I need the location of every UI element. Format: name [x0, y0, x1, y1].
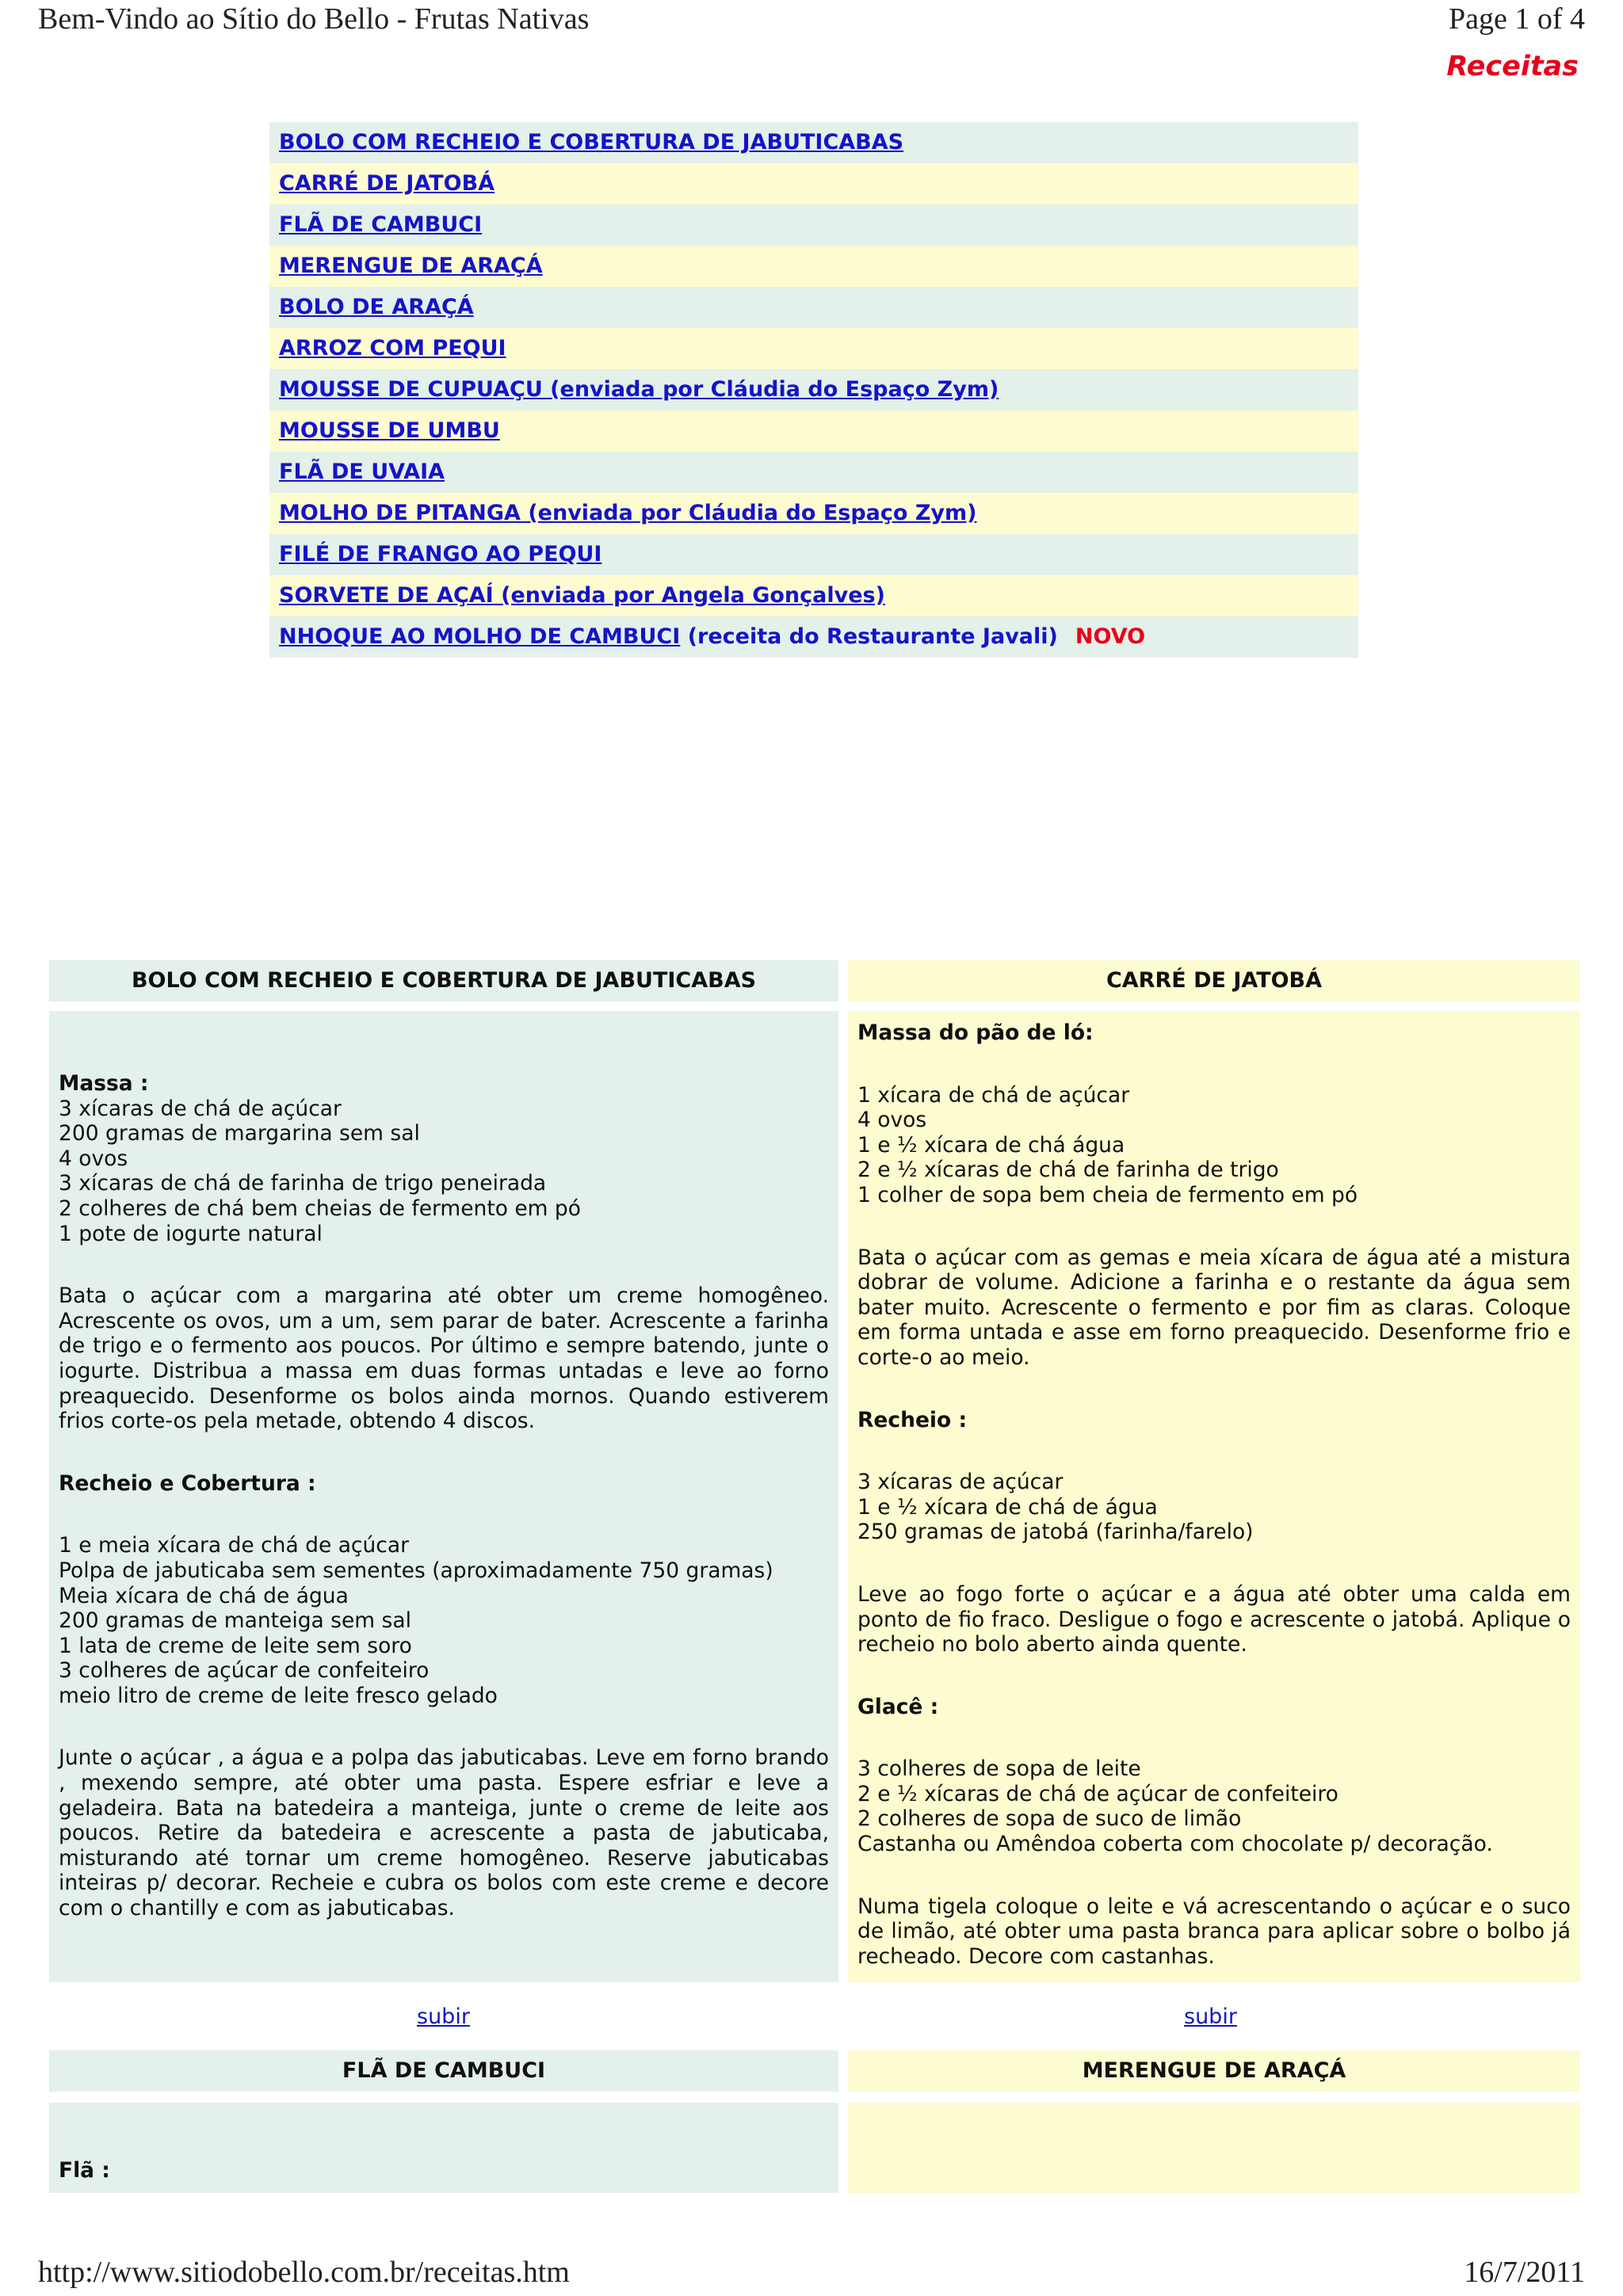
ingredient: 1 e ½ xícara de chá água	[857, 1132, 1125, 1158]
index-link[interactable]: NHOQUE AO MOLHO DE CAMBUCI	[279, 624, 681, 649]
recipe-title-cambuci: FLÃ DE CAMBUCI	[49, 2050, 838, 2092]
massa-heading: Massa do pão de ló:	[857, 1020, 1094, 1045]
recipe-title-jabuticaba: BOLO COM RECHEIO E COBERTURA DE JABUTICABAS	[49, 960, 838, 1001]
index-row	[269, 287, 1358, 328]
ingredient: 250 gramas de jatobá (farinha/farelo)	[857, 1520, 1254, 1545]
method-paragraph: Numa tigela coloque o leite e vá acrescentando o açúcar e o suco de limão, até obter uma pasta branca para aplicar sobre o bolbo já recheado. Decore com castanhas.	[857, 1894, 1571, 1969]
index-link[interactable]: MOUSSE DE CUPUAÇU (enviada por Cláudia do Espaço Zym)	[279, 377, 999, 402]
recipe-title-jatoba: CARRÉ DE JATOBÁ	[848, 960, 1580, 1001]
back-to-top-link[interactable]: subir	[417, 2004, 470, 2029]
ingredient: 1 xícara de chá de açúcar	[857, 1082, 1130, 1108]
index-row	[269, 246, 1358, 287]
index-link[interactable]: FLÃ DE CAMBUCI	[279, 212, 483, 237]
index-row	[269, 616, 1358, 658]
index-row	[269, 328, 1358, 369]
recipe-body-cambuci	[49, 2103, 838, 2193]
recipe-index	[269, 122, 1358, 658]
print-header-title: Bem-Vindo ao Sítio do Bello - Frutas Nativas	[38, 2, 590, 36]
ingredient: 3 colheres de sopa de leite	[857, 1756, 1141, 1782]
index-row	[269, 493, 1358, 534]
section-title: Receitas	[1446, 51, 1579, 82]
index-row	[269, 204, 1358, 246]
new-badge: NOVO	[1075, 624, 1146, 649]
glace-heading: Glacê :	[857, 1694, 939, 1719]
recipe-body-araca	[848, 2103, 1580, 2193]
ingredient: 2 colheres de sopa de suco de limão	[857, 1806, 1242, 1832]
ingredient: 200 gramas de margarina sem sal	[59, 1121, 420, 1146]
ingredient: 1 lata de creme de leite sem soro	[59, 1633, 412, 1658]
ingredient: 1 e ½ xícara de chá de água	[857, 1494, 1158, 1520]
index-row	[269, 410, 1358, 452]
ingredient: 4 ovos	[59, 1146, 128, 1171]
ingredient: 4 ovos	[857, 1108, 927, 1133]
fla-heading: Flã :	[59, 2158, 110, 2183]
index-link[interactable]: SORVETE DE AÇAÍ (enviada por Angela Gonçalves)	[279, 583, 885, 608]
ingredient: 3 xícaras de chá de farinha de trigo peneirada	[59, 1171, 547, 1196]
index-link[interactable]: MOUSSE DE UMBU	[279, 418, 500, 443]
ingredient: 200 gramas de manteiga sem sal	[59, 1608, 411, 1634]
ingredient: 1 e meia xícara de chá de açúcar	[59, 1533, 409, 1558]
ingredient: 2 e ½ xícaras de chá de farinha de trigo	[857, 1158, 1279, 1183]
index-row	[269, 575, 1358, 616]
index-link[interactable]: BOLO COM RECHEIO E COBERTURA DE JABUTICABAS	[279, 130, 904, 154]
recipe-body-jabuticaba	[49, 1011, 838, 1982]
method-paragraph: Bata o açúcar com as gemas e meia xícara de água até a mistura dobrar de volume. Adicione a farinha e o restante da água sem bater muito. Acrescente o fermento e por fim as claras. Coloque em forma untada e asse em forno preaquecido. Desenforme frio e corte-o ao meio.	[857, 1245, 1571, 1370]
recheio-heading: Recheio e Cobertura :	[59, 1470, 316, 1496]
ingredient: 3 xícaras de chá de açúcar	[59, 1096, 342, 1121]
ingredient: 1 colher de sopa bem cheia de fermento em pó	[857, 1182, 1358, 1207]
ingredient: meio litro de creme de leite fresco gelado	[59, 1683, 498, 1708]
index-row	[269, 369, 1358, 410]
ingredient: 1 pote de iogurte natural	[59, 1221, 323, 1246]
index-row	[269, 122, 1358, 163]
print-footer-url: http://www.sitiodobello.com.br/receitas.htm	[38, 2256, 570, 2289]
recipe-body-jatoba	[848, 1011, 1580, 1982]
index-row	[269, 163, 1358, 204]
index-link[interactable]: FLÃ DE UVAIA	[279, 460, 445, 484]
index-link[interactable]: MOLHO DE PITANGA (enviada por Cláudia do Espaço Zym)	[279, 501, 977, 525]
ingredient: Polpa de jabuticaba sem sementes (aproximadamente 750 gramas)	[59, 1558, 773, 1583]
index-row	[269, 452, 1358, 493]
index-row	[269, 534, 1358, 575]
ingredient: 3 colheres de açúcar de confeiteiro	[59, 1658, 430, 1684]
ingredient: Castanha ou Amêndoa coberta com chocolate p/ decoração.	[857, 1832, 1493, 1857]
index-link[interactable]: MERENGUE DE ARAÇÁ	[279, 254, 543, 278]
method-paragraph: Junte o açúcar , a água e a polpa das jabuticabas. Leve em forno brando , mexendo sempre, até obter uma pasta. Espere esfriar e leve a geladeira. Bata na batedeira a manteiga, junte o creme de leite aos poucos. Retire da batedeira e acrescente a pasta de jabuticaba, misturando até tornar um creme homogêneo. Reserve jabuticabas inteiras p/ decorar. Recheie e cubra os bolos com este creme e decore com o chantilly e com as jabuticabas.	[59, 1745, 829, 1921]
method-paragraph: Bata o açúcar com a margarina até obter um creme homogêneo. Acrescente os ovos, um a um, sem parar de bater. Acrescente a farinha de trigo e o fermento aos poucos. Por último e sempre batendo, junte o iogurte. Distribua a massa em duas formas untadas e leve ao forno preaquecido. Desenforme os bolos ainda mornos. Quando estiverem frios corte-os pela metade, obtendo 4 discos.	[59, 1283, 829, 1434]
index-link[interactable]: CARRÉ DE JATOBÁ	[279, 171, 495, 196]
ingredient: 2 colheres de chá bem cheias de fermento em pó	[59, 1196, 581, 1221]
back-to-top-link[interactable]: subir	[1184, 2004, 1237, 2029]
method-paragraph: Leve ao fogo forte o açúcar e a água até obter uma calda em ponto de fio fraco. Desligue o fogo e acrescente o jatobá. Aplique o recheio no bolo aberto ainda quente.	[857, 1581, 1571, 1657]
index-note: (receita do Restaurante Javali)	[680, 624, 1058, 649]
massa-heading: Massa :	[59, 1071, 149, 1096]
ingredient: 3 xícaras de açúcar	[857, 1470, 1064, 1495]
recheio-heading: Recheio :	[857, 1407, 968, 1432]
index-link[interactable]: FILÉ DE FRANGO AO PEQUI	[279, 542, 602, 566]
ingredient: Meia xícara de chá de água	[59, 1583, 349, 1608]
print-footer-date: 16/7/2011	[1464, 2256, 1585, 2289]
recipe-title-araca: MERENGUE DE ARAÇÁ	[848, 2050, 1580, 2092]
index-link[interactable]: ARROZ COM PEQUI	[279, 336, 506, 360]
index-link[interactable]: BOLO DE ARAÇÁ	[279, 295, 474, 319]
ingredient: 2 e ½ xícaras de chá de açúcar de confeiteiro	[857, 1781, 1338, 1806]
print-header-page-number: Page 1 of 4	[1448, 2, 1585, 36]
